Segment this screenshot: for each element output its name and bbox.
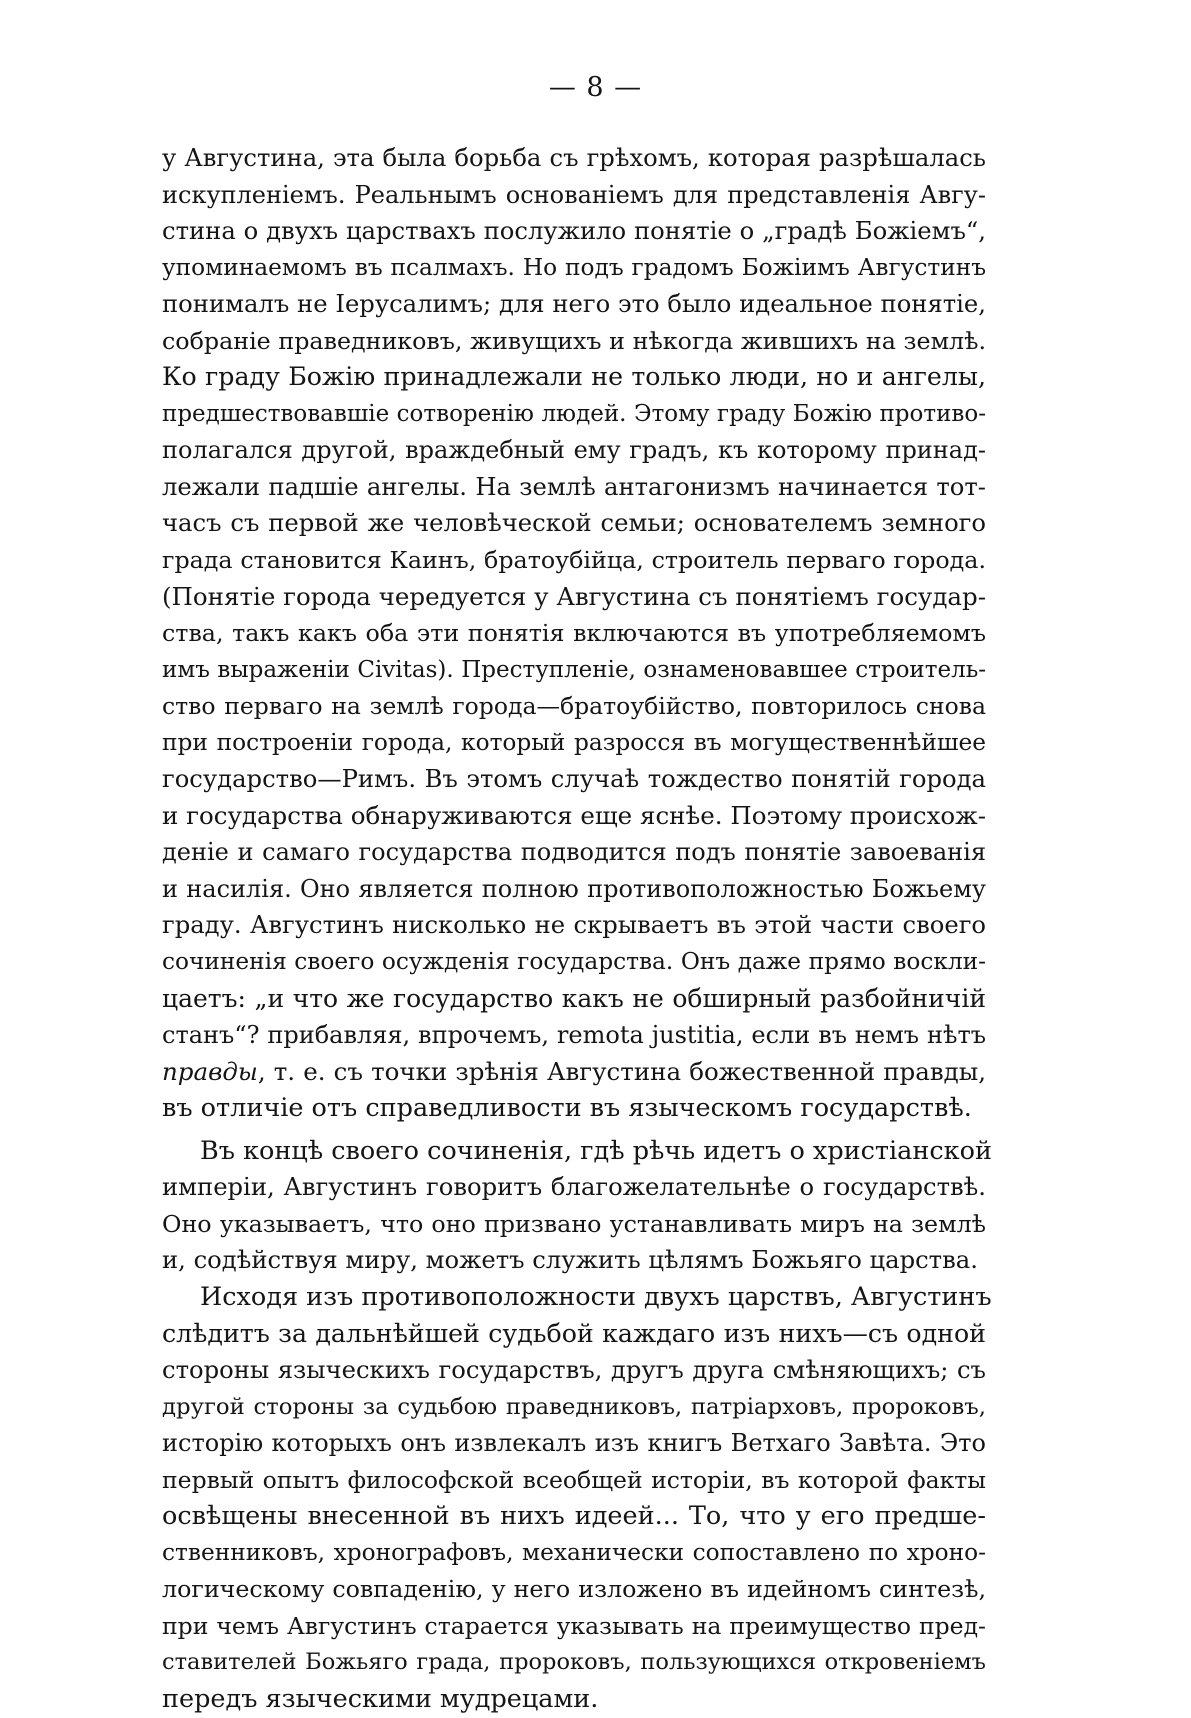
paragraph-end-line: въ отличіе отъ справедливости въ языческомъ государствѣ. xyxy=(162,1093,972,1124)
text-line: и насилія. Оно является полною противоположностью Божьему xyxy=(162,874,986,903)
text-line: имъ выраженіи Civitas). Преступленіе, ознаменовавшее строитель- xyxy=(162,656,986,683)
text-line: государство—Римъ. Въ этомъ случаѣ тождество понятій города xyxy=(162,764,986,794)
paragraph-start-line: Исходя изъ противоположности двухъ царствъ, Августинъ xyxy=(200,1281,992,1312)
text-line: ства, такъ какъ оба эти понятія включаются въ употребляемомъ xyxy=(162,619,986,648)
text-line-italic-word: правды, т. е. съ точки зрѣнія Августина божественной правды, xyxy=(162,1056,986,1086)
paragraph-end-line: и, содѣйствуя миру, можетъ служить цѣлямъ Божьяго царства. xyxy=(162,1245,978,1275)
text-line: Оно указываетъ, что оно призвано устанавливать миръ на землѣ xyxy=(162,1209,986,1238)
page-number: — 8 — xyxy=(548,72,643,103)
text-line: цаетъ: „и что же государство какъ не обширный разбойничій xyxy=(162,983,986,1013)
text-line: полагался другой, враждебный ему градъ, къ которому принад- xyxy=(162,436,986,465)
text-line: стороны языческихъ государствъ, другъ друга смѣняющихъ; съ xyxy=(162,1355,986,1385)
text-line: станъ“? прибавляя, впрочемъ, remota justitia, если въ немъ нѣтъ xyxy=(162,1021,986,1050)
text-line: логическому совпаденію, у него изложено въ идейномъ синтезѣ, xyxy=(162,1575,986,1604)
text-line: слѣдитъ за дальнѣйшей судьбой каждаго изъ нихъ—съ одной xyxy=(162,1318,986,1348)
text-line: искупленіемъ. Реальнымъ основаніемъ для представленія Авгу- xyxy=(162,180,986,209)
paragraph-start-line: Въ концѣ своего сочиненія, гдѣ рѣчь идетъ о христіанской xyxy=(200,1135,992,1166)
text-line: первый опытъ философской всеобщей исторіи, въ которой факты xyxy=(162,1465,986,1494)
text-line: освѣщены внесенной въ нихъ идеей... То, что у его предше- xyxy=(162,1501,986,1532)
paragraph-end-line: передъ языческими мудрецами. xyxy=(162,1683,599,1714)
text-line: лежали падшіе ангелы. На землѣ антагонизмъ начинается тот- xyxy=(162,471,986,501)
text-line: граду. Августинъ нисколько не скрываетъ въ этой части своего xyxy=(162,910,986,940)
text-line: упоминаемомъ въ псалмахъ. Но подъ градомъ Божіимъ Августинъ xyxy=(162,253,986,281)
text-line: ственниковъ, хронографовъ, механически сопоставлено по хроно- xyxy=(162,1538,986,1566)
text-line: исторію которыхъ онъ извлекалъ изъ книгъ Ветхаго Завѣта. Это xyxy=(162,1429,986,1458)
text-line: понималъ не Іерусалимъ; для него это было идеальное понятіе, xyxy=(162,289,986,319)
body-text xyxy=(162,140,992,1718)
text-line: (Понятіе города чередуется у Августина съ понятіемъ государ- xyxy=(162,581,986,611)
text-line: предшествовавшіе сотворенію людей. Этому граду Божію противо- xyxy=(162,400,986,427)
text-line: при чемъ Августинъ старается указывать на преимущество пред- xyxy=(162,1611,986,1640)
text-line: собраніе праведниковъ, живущихъ и нѣкогда жившихъ на землѣ. xyxy=(162,326,986,355)
text-line: Ко граду Божію принадлежали не только люди, но и ангелы, xyxy=(162,362,986,392)
text-line: сочиненія своего осужденія государства. Онъ даже прямо воскли- xyxy=(162,948,986,976)
text-line: и государства обнаруживаются еще яснѣе. Поэтому происхож- xyxy=(162,800,986,830)
text-line: стина о двухъ царствахъ послужило понятіе о „градѣ Божіемъ“, xyxy=(162,216,986,246)
text-line: ставителей Божьяго града, пророковъ, пользующихся откровеніемъ xyxy=(162,1649,986,1676)
text-line: деніе и самаго государства подводится подъ понятіе завоеванія xyxy=(162,838,986,867)
text-line: имперіи, Августинъ говоритъ благожелательнѣе о государствѣ. xyxy=(162,1172,986,1202)
text-line: у Августина, эта была борьба съ грѣхомъ, которая разрѣшалась xyxy=(162,143,986,172)
text-line: при построеніи города, который разросся въ могущественнѣйшее xyxy=(162,728,986,756)
text-line: града становится Каинъ, братоубійца, строитель перваго города. xyxy=(162,546,986,575)
text-line: другой стороны за судьбою праведниковъ, патріарховъ, пророковъ, xyxy=(162,1393,986,1420)
emphasized-word: правды xyxy=(162,1056,258,1086)
text-line: ство перваго на землѣ города—братоубійство, повторилось снова xyxy=(162,692,986,721)
text-line: часъ съ первой же человѣческой семьи; основателемъ земного xyxy=(162,508,986,538)
